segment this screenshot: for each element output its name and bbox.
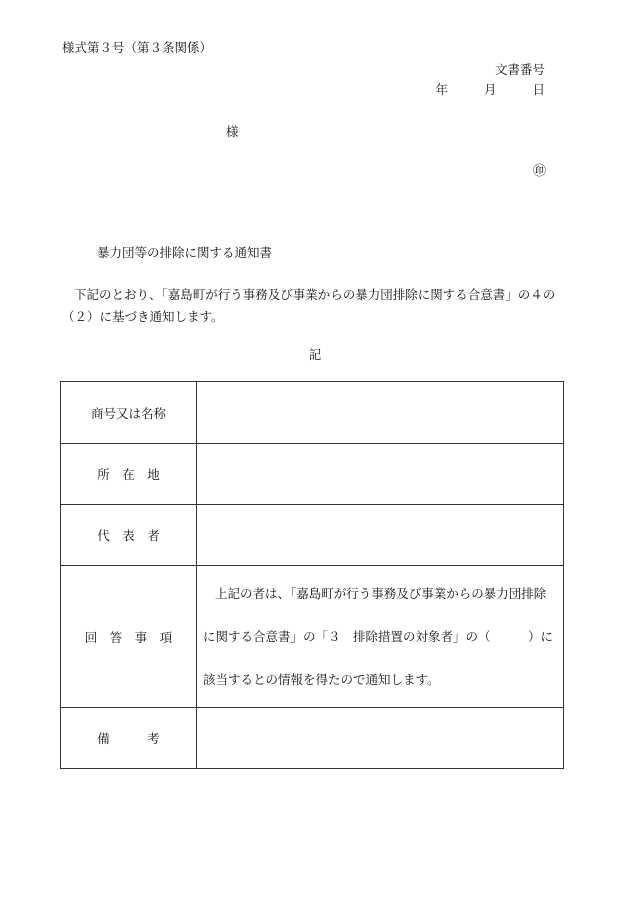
info-table (60, 381, 564, 769)
label-address: 所 在 地 (61, 444, 197, 505)
date-day: 日 (532, 82, 545, 97)
value-representative[interactable] (197, 505, 564, 566)
label-remarks: 備 考 (61, 708, 197, 769)
form-label: 様式第３号（第３条関係） (62, 40, 213, 55)
answer-line-3: 該当するとの情報を得たので通知します。 (203, 672, 440, 687)
document-title: 暴力団等の排除に関する通知書 (97, 245, 273, 260)
body-line-1-text: 下記のとおり、「嘉島町が行う事務及び事業からの暴力団排除に関する合意書」の４の (74, 287, 556, 302)
answer-line-1: 上記の者は、「嘉島町が行う事務及び事業からの暴力団排除 (215, 586, 547, 601)
value-answer-items (197, 566, 564, 708)
addressee-suffix: 様 (226, 124, 239, 139)
value-address[interactable] (197, 444, 564, 505)
body-line-2: （２）に基づき通知します。 (62, 309, 224, 324)
table-row-address (61, 444, 564, 505)
table-row-company (61, 382, 564, 444)
answer-line-2: に関する合意書」の「３ 排除措置の対象者」の（ ）に (203, 629, 554, 644)
table-row-answer (61, 566, 564, 708)
date-year: 年 (435, 82, 448, 97)
value-remarks[interactable] (197, 708, 564, 769)
label-company-name: 商号又は名称 (61, 382, 197, 444)
table-row-representative (61, 505, 564, 566)
ki-heading: 記 (308, 347, 322, 362)
label-answer-items: 回 答 事 項 (61, 566, 197, 708)
table-row-remarks (61, 708, 564, 769)
value-company-name[interactable] (197, 382, 564, 444)
date-line (435, 80, 545, 98)
seal-mark: ㊞ (532, 164, 546, 179)
body-line-1 (62, 284, 567, 306)
document-number-label: 文書番号 (494, 62, 545, 77)
label-representative: 代 表 者 (61, 505, 197, 566)
body-paragraph (62, 284, 567, 328)
date-month: 月 (483, 82, 497, 97)
